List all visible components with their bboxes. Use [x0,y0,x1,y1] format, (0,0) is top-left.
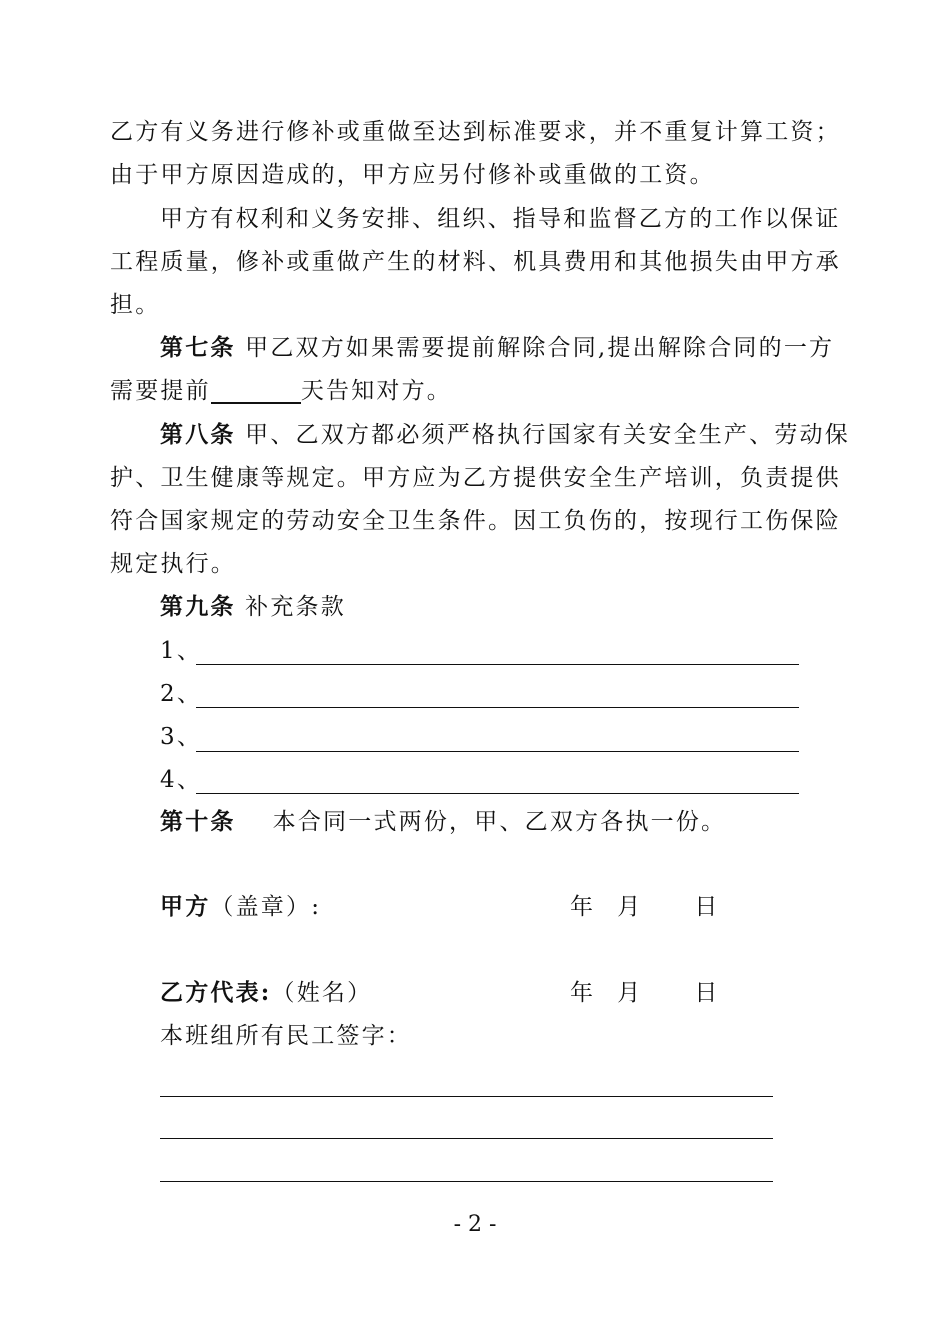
article-8-line: 规定执行。 [110,551,236,577]
article-9-line [160,593,346,621]
article-7-title: 第七条 [160,334,236,361]
worker-signature-line[interactable] [160,1138,773,1139]
worker-signature-line[interactable] [160,1096,773,1097]
article-8-title: 第八条 [160,421,236,448]
supplement-item-line[interactable] [196,751,799,752]
paragraph-line: 工程质量，修补或重做产生的材料、机具费用和其他损失由甲方承 [110,249,841,275]
supplement-item-number: 1、 [160,638,203,664]
article-7-text: 甲乙双方如果需要提前解除合同,提出解除合同的一方 [245,335,835,361]
article-10-text: 本合同一式两份，甲、乙双方各执一份。 [272,809,727,835]
article-7-text: 需要提前 [110,378,211,404]
party-b-signature-line [160,979,372,1007]
date-month: 月 [617,980,643,1006]
party-a-date [570,893,720,921]
paragraph-line: 由于甲方原因造成的，甲方应另付修补或重做的工资。 [110,162,715,188]
article-7-line [160,334,834,362]
article-8-text: 甲、乙双方都必须严格执行国家有关安全生产、劳动保 [245,422,850,448]
worker-signature-line[interactable] [160,1181,773,1182]
supplement-item-line[interactable] [196,793,799,794]
article-9-title: 第九条 [160,593,236,620]
article-10-title: 第十条 [160,808,236,835]
article-8-line: 护、卫生健康等规定。甲方应为乙方提供安全生产培训，负责提供 [110,465,841,491]
page-number: - 2 - [453,1212,497,1237]
paragraph-line: 甲方有权利和义务安排、组织、指导和监督乙方的工作以保证 [160,206,841,232]
paragraph-line: 乙方有义务进行修补或重做至达到标准要求，并不重复计算工资； [110,119,841,145]
date-year: 年 [570,980,596,1006]
party-b-label: 乙方代表: [160,979,272,1006]
date-day: 日 [694,894,720,920]
party-a-label: 甲方 [160,893,211,920]
date-day: 日 [694,980,720,1006]
supplement-item-line[interactable] [196,664,799,665]
days-blank-field[interactable] [211,378,301,404]
party-a-signature-line [160,893,321,921]
workers-signature-label: 本班组所有民工签字： [160,1023,412,1049]
article-8-line: 符合国家规定的劳动安全卫生条件。因工负伤的，按现行工伤保险 [110,508,841,534]
party-b-note: （姓名） [271,980,373,1006]
supplement-item-number: 2、 [160,681,203,707]
article-7-text: 天告知对方。 [300,378,453,404]
party-a-note: （盖章）: [210,894,322,920]
article-9-text: 补充条款 [245,594,346,620]
paragraph-line: 担。 [110,292,161,318]
article-10-line [160,808,726,836]
date-month: 月 [617,894,643,920]
supplement-item-line[interactable] [196,707,799,708]
date-year: 年 [570,894,596,920]
party-b-date [570,979,720,1007]
supplement-item-number: 4、 [160,767,203,793]
supplement-item-number: 3、 [160,724,203,750]
article-8-line [160,421,850,449]
article-7-line [110,377,452,405]
